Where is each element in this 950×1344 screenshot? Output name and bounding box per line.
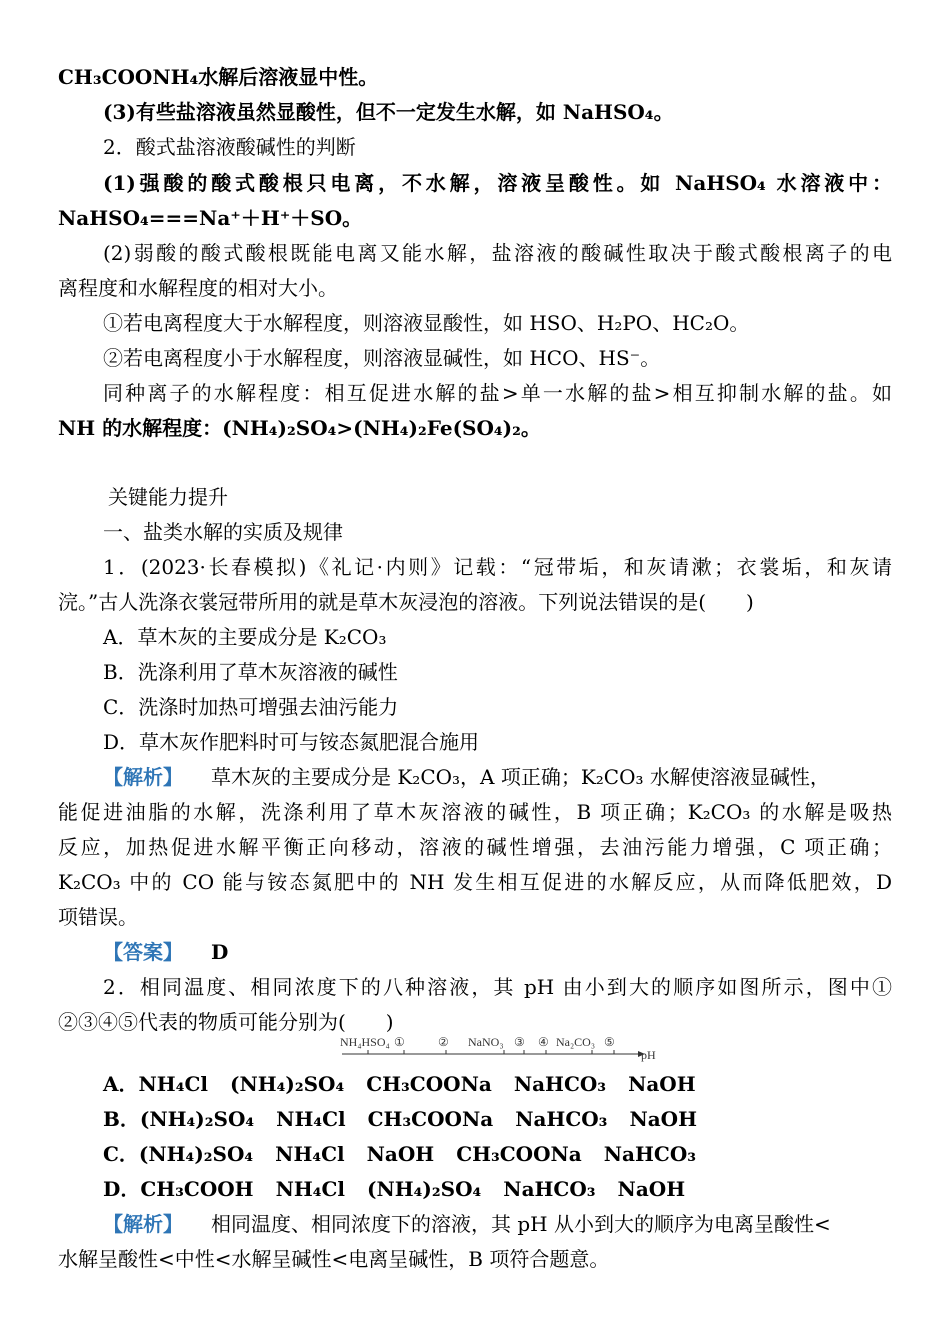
option-item: NaOH <box>628 1072 696 1096</box>
option-item: CH₃COONa <box>366 1072 492 1096</box>
option-item: NaOH <box>617 1177 686 1201</box>
option-item: (NH₄)₂SO₄ <box>229 1072 345 1096</box>
axis-label: ④ <box>538 1035 549 1049</box>
option-item: B．(NH₄)₂SO₄ <box>103 1107 255 1131</box>
axis-end-label: pH <box>641 1048 656 1062</box>
option-item: NaOH <box>366 1142 435 1166</box>
text-line: ②若电离程度小于水解程度，则溶液显碱性，如 HCO、HS⁻。 <box>103 346 661 370</box>
question-text: ②③④⑤代表的物质可能分别为( ) <box>58 1010 394 1034</box>
analysis-text: 能促进油脂的水解，洗涤利用了草木灰溶液的碱性，B 项正确；K₂CO₃ 的水解是吸热 <box>58 800 892 824</box>
question-text: 1．(2023·长春模拟)《礼记·内则》记载：“冠带垢，和灰请漱；衣裳垢，和灰请 <box>103 555 892 579</box>
option-item: NaHCO₃ <box>513 1072 607 1096</box>
axis-label: ⑤ <box>604 1035 615 1049</box>
option-item: NaHCO₃ <box>603 1142 697 1166</box>
axis-label: NH₄HSO₄ <box>340 1035 390 1049</box>
option-a: A．草木灰的主要成分是 K₂CO₃ <box>103 625 387 649</box>
axis-label: ③ <box>514 1035 525 1049</box>
analysis-text: 反应，加热促进水解平衡正向移动，溶液的碱性增强，去油污能力增强，C 项正确； <box>58 835 892 859</box>
ph-axis-figure <box>338 1030 658 1064</box>
axis-label: NaNO₃ <box>468 1035 504 1049</box>
option-item: NH₄Cl <box>275 1177 346 1201</box>
option-item: NH₄Cl <box>276 1107 346 1131</box>
axis-label: ① <box>394 1035 405 1049</box>
option-d <box>103 1174 892 1204</box>
text-line: 离程度和水解程度的相对大小。 <box>58 276 338 300</box>
option-item: NH₄Cl <box>275 1142 345 1166</box>
analysis-text: 相同温度、相同浓度下的溶液，其 pH 从小到大的顺序为电离呈酸性< <box>211 1212 831 1236</box>
answer-line <box>103 937 892 967</box>
text-line: ①若电离程度大于水解程度，则溶液显酸性，如 HSO、H₂PO、HC₂O。 <box>103 311 750 335</box>
answer-tag: 【答案】 <box>103 940 183 964</box>
option-item: CH₃COONa <box>367 1107 494 1131</box>
question-text: 2．相同温度、相同浓度下的八种溶液，其 pH 由小到大的顺序如图所示，图中① <box>103 975 892 999</box>
analysis-line <box>103 762 892 792</box>
text-line: NH 的水解程度：(NH₄)₂SO₄>(NH₄)₂Fe(SO₄)₂。 <box>58 416 541 440</box>
option-d: D．草木灰作肥料时可与铵态氮肥混合施用 <box>103 730 480 754</box>
analysis-line <box>103 1209 892 1239</box>
option-item: NaHCO₃ <box>503 1177 596 1201</box>
option-a <box>103 1069 892 1099</box>
analysis-text: K₂CO₃ 中的 CO 能与铵态氮肥中的 NH 发生相互促进的水解反应，从而降低肥效，D <box>58 870 892 894</box>
axis-label: Na₂CO₃ <box>556 1035 596 1049</box>
text-line: 2．酸式盐溶液酸碱性的判断 <box>103 135 356 159</box>
option-item: D．CH₃COOH <box>103 1177 254 1201</box>
text-line: 同种离子的水解程度：相互促进水解的盐>单一水解的盐>相互抑制水解的盐。如 <box>103 381 892 405</box>
analysis-text: 项错误。 <box>58 905 138 929</box>
text-line: NaHSO₄===Na⁺＋H⁺＋SO。 <box>58 206 363 230</box>
option-item: (NH₄)₂SO₄ <box>367 1177 482 1201</box>
option-item: NaHCO₃ <box>515 1107 608 1131</box>
option-c <box>103 1139 892 1169</box>
analysis-tag: 【解析】 <box>103 1212 183 1236</box>
text-line: (1)强酸的酸式酸根只电离，不水解，溶液呈酸性。如 NaHSO₄ 水溶液中： <box>103 171 892 195</box>
analysis-text: 草木灰的主要成分是 K₂CO₃，A 项正确；K₂CO₃ 水解使溶液显碱性， <box>211 765 830 789</box>
answer-value: D <box>211 940 229 964</box>
option-b <box>103 1104 892 1134</box>
text-line: CH₃COONH₄水解后溶液显中性。 <box>58 65 379 89</box>
text-line: (3)有些盐溶液虽然显酸性，但不一定发生水解，如 NaHSO₄。 <box>103 100 674 124</box>
question-text: 浣。”古人洗涤衣裳冠带所用的就是草木灰浸泡的溶液。下列说法错误的是( ) <box>58 590 754 614</box>
option-b: B．洗涤利用了草木灰溶液的碱性 <box>103 660 398 684</box>
section-title: 关键能力提升 <box>108 485 228 509</box>
option-c: C．洗涤时加热可增强去油污能力 <box>103 695 399 719</box>
analysis-tag: 【解析】 <box>103 765 183 789</box>
option-item: CH₃COONa <box>456 1142 582 1166</box>
option-item: A．NH₄Cl <box>103 1072 208 1096</box>
section-heading: 一、盐类水解的实质及规律 <box>103 520 343 544</box>
option-item: C．(NH₄)₂SO₄ <box>103 1142 254 1166</box>
text-line: (2)弱酸的酸式酸根既能电离又能水解，盐溶液的酸碱性取决于酸式酸根离子的电 <box>103 241 892 265</box>
analysis-text: 水解呈酸性<中性<水解呈碱性<电离呈碱性，B 项符合题意。 <box>58 1247 610 1271</box>
axis-label: ② <box>438 1035 449 1049</box>
option-item: NaOH <box>629 1107 697 1131</box>
